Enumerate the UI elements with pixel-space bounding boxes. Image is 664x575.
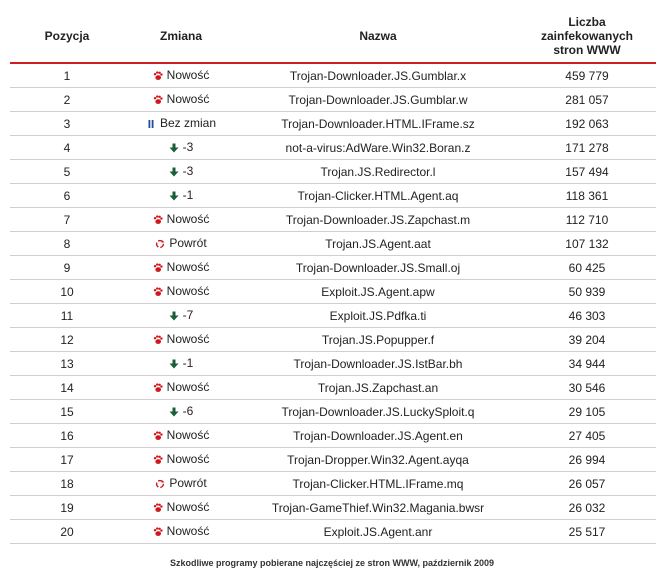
row-change-label: Bez zmian xyxy=(159,115,217,130)
row-change xyxy=(124,112,238,136)
row-position: 20 xyxy=(10,520,124,544)
row-malware-name: Trojan-Dropper.Win32.Agent.ayqa xyxy=(238,448,518,472)
arrow-down-icon xyxy=(169,142,179,152)
row-change-label: -1 xyxy=(182,187,194,202)
row-position: 18 xyxy=(10,472,124,496)
row-change xyxy=(124,232,238,256)
row-change-label: Powrót xyxy=(169,235,207,250)
table-row xyxy=(10,472,656,496)
table-row xyxy=(10,112,656,136)
row-position: 5 xyxy=(10,160,124,184)
row-malware-name: Trojan-Downloader.JS.Gumblar.x xyxy=(238,63,518,88)
row-malware-name: Exploit.JS.Agent.apw xyxy=(238,280,518,304)
row-malware-name: Trojan.JS.Popupper.f xyxy=(238,328,518,352)
row-position: 13 xyxy=(10,352,124,376)
row-change xyxy=(124,208,238,232)
row-change-label: Nowość xyxy=(166,67,210,82)
row-malware-name: Trojan-Downloader.JS.Small.oj xyxy=(238,256,518,280)
table-row xyxy=(10,424,656,448)
row-infected-count: 34 944 xyxy=(518,352,656,376)
row-change xyxy=(124,496,238,520)
row-malware-name: Trojan.JS.Agent.aat xyxy=(238,232,518,256)
table-row xyxy=(10,352,656,376)
row-change-label: -3 xyxy=(182,139,194,154)
row-malware-name: Trojan-Downloader.JS.Zapchast.m xyxy=(238,208,518,232)
row-change-label: Powrót xyxy=(169,475,207,490)
row-change xyxy=(124,520,238,544)
row-position: 6 xyxy=(10,184,124,208)
row-change xyxy=(124,328,238,352)
row-position: 15 xyxy=(10,400,124,424)
row-position: 10 xyxy=(10,280,124,304)
table-row xyxy=(10,280,656,304)
table-row xyxy=(10,496,656,520)
row-infected-count: 118 361 xyxy=(518,184,656,208)
row-infected-count: 157 494 xyxy=(518,160,656,184)
row-malware-name: Trojan-Downloader.JS.Agent.en xyxy=(238,424,518,448)
header-count-line3: stron WWW xyxy=(553,43,621,57)
row-change-label: Nowość xyxy=(166,379,210,394)
row-change xyxy=(124,400,238,424)
row-malware-name: Exploit.JS.Pdfka.ti xyxy=(238,304,518,328)
row-position: 19 xyxy=(10,496,124,520)
row-change-label: Nowość xyxy=(166,331,210,346)
row-malware-name: Trojan-Downloader.JS.LuckySploit.q xyxy=(238,400,518,424)
row-infected-count: 26 057 xyxy=(518,472,656,496)
row-change-label: Nowość xyxy=(166,499,210,514)
row-infected-count: 112 710 xyxy=(518,208,656,232)
header-count-line1: Liczba xyxy=(568,15,606,29)
row-malware-name: Trojan-Clicker.HTML.IFrame.mq xyxy=(238,472,518,496)
paw-icon xyxy=(153,286,163,296)
row-position: 11 xyxy=(10,304,124,328)
row-infected-count: 60 425 xyxy=(518,256,656,280)
row-position: 17 xyxy=(10,448,124,472)
row-change-label: Nowość xyxy=(166,523,210,538)
row-malware-name: not-a-virus:AdWare.Win32.Boran.z xyxy=(238,136,518,160)
row-malware-name: Trojan-Clicker.HTML.Agent.aq xyxy=(238,184,518,208)
paw-icon xyxy=(153,214,163,224)
paw-icon xyxy=(153,262,163,272)
table-row xyxy=(10,184,656,208)
arrow-down-icon xyxy=(169,310,179,320)
row-change-label: Nowość xyxy=(166,91,210,106)
row-position: 4 xyxy=(10,136,124,160)
row-infected-count: 281 057 xyxy=(518,88,656,112)
row-change-label: Nowość xyxy=(166,451,210,466)
table-row xyxy=(10,160,656,184)
row-change-label: -6 xyxy=(182,403,194,418)
row-malware-name: Trojan-Downloader.JS.IstBar.bh xyxy=(238,352,518,376)
row-infected-count: 29 105 xyxy=(518,400,656,424)
row-position: 1 xyxy=(10,63,124,88)
table-row xyxy=(10,448,656,472)
row-change-label: Nowość xyxy=(166,283,210,298)
row-malware-name: Trojan-Downloader.JS.Gumblar.w xyxy=(238,88,518,112)
paw-icon xyxy=(153,526,163,536)
row-infected-count: 107 132 xyxy=(518,232,656,256)
row-position: 16 xyxy=(10,424,124,448)
row-infected-count: 26 032 xyxy=(518,496,656,520)
table-row xyxy=(10,63,656,88)
paw-icon xyxy=(153,430,163,440)
row-change-label: Nowość xyxy=(166,427,210,442)
row-malware-name: Trojan.JS.Redirector.l xyxy=(238,160,518,184)
row-change xyxy=(124,256,238,280)
row-change xyxy=(124,88,238,112)
row-position: 2 xyxy=(10,88,124,112)
header-change: Zmiana xyxy=(159,29,202,43)
header-position: Pozycja xyxy=(44,29,90,43)
row-infected-count: 27 405 xyxy=(518,424,656,448)
table-row xyxy=(10,232,656,256)
row-infected-count: 30 546 xyxy=(518,376,656,400)
recycle-icon xyxy=(155,238,165,248)
row-change xyxy=(124,160,238,184)
row-change xyxy=(124,280,238,304)
table-header-row xyxy=(10,10,656,63)
paw-icon xyxy=(153,502,163,512)
table-caption: Szkodliwe programy pobierane najczęściej ze stron WWW, październik 2009 xyxy=(169,558,495,568)
header-name: Nazwa xyxy=(359,29,397,43)
row-malware-name: Trojan-Downloader.HTML.IFrame.sz xyxy=(238,112,518,136)
table-row xyxy=(10,304,656,328)
table-row xyxy=(10,136,656,160)
paw-icon xyxy=(153,382,163,392)
row-change xyxy=(124,136,238,160)
row-infected-count: 459 779 xyxy=(518,63,656,88)
header-count xyxy=(518,10,656,63)
table-row xyxy=(10,88,656,112)
pause-icon xyxy=(146,118,156,128)
paw-icon xyxy=(153,454,163,464)
row-change xyxy=(124,352,238,376)
paw-icon xyxy=(153,94,163,104)
row-change xyxy=(124,424,238,448)
row-malware-name: Trojan.JS.Zapchast.an xyxy=(238,376,518,400)
arrow-down-icon xyxy=(169,406,179,416)
row-change xyxy=(124,184,238,208)
paw-icon xyxy=(153,334,163,344)
row-malware-name: Trojan-GameThief.Win32.Magania.bwsr xyxy=(238,496,518,520)
row-change xyxy=(124,376,238,400)
row-infected-count: 46 303 xyxy=(518,304,656,328)
row-position: 8 xyxy=(10,232,124,256)
row-position: 14 xyxy=(10,376,124,400)
table-row xyxy=(10,520,656,544)
arrow-down-icon xyxy=(169,358,179,368)
table-row xyxy=(10,400,656,424)
paw-icon xyxy=(153,70,163,80)
row-malware-name: Exploit.JS.Agent.anr xyxy=(238,520,518,544)
row-change xyxy=(124,472,238,496)
table-body xyxy=(10,63,656,544)
row-infected-count: 50 939 xyxy=(518,280,656,304)
row-position: 7 xyxy=(10,208,124,232)
table-row xyxy=(10,328,656,352)
header-count-line2: zainfekowanych xyxy=(540,29,634,43)
row-change xyxy=(124,304,238,328)
arrow-down-icon xyxy=(169,190,179,200)
row-change-label: -3 xyxy=(182,163,194,178)
row-infected-count: 25 517 xyxy=(518,520,656,544)
table-row xyxy=(10,256,656,280)
row-change-label: Nowość xyxy=(166,211,210,226)
table-row xyxy=(10,208,656,232)
row-change xyxy=(124,63,238,88)
row-infected-count: 192 063 xyxy=(518,112,656,136)
row-position: 12 xyxy=(10,328,124,352)
row-infected-count: 39 204 xyxy=(518,328,656,352)
row-change-label: Nowość xyxy=(166,259,210,274)
row-infected-count: 171 278 xyxy=(518,136,656,160)
table-row xyxy=(10,376,656,400)
row-change-label: -1 xyxy=(182,355,194,370)
row-change xyxy=(124,448,238,472)
malware-ranking-table xyxy=(10,10,656,544)
row-infected-count: 26 994 xyxy=(518,448,656,472)
row-change-label: -7 xyxy=(182,307,194,322)
recycle-icon xyxy=(155,478,165,488)
arrow-down-icon xyxy=(169,166,179,176)
row-position: 9 xyxy=(10,256,124,280)
row-position: 3 xyxy=(10,112,124,136)
